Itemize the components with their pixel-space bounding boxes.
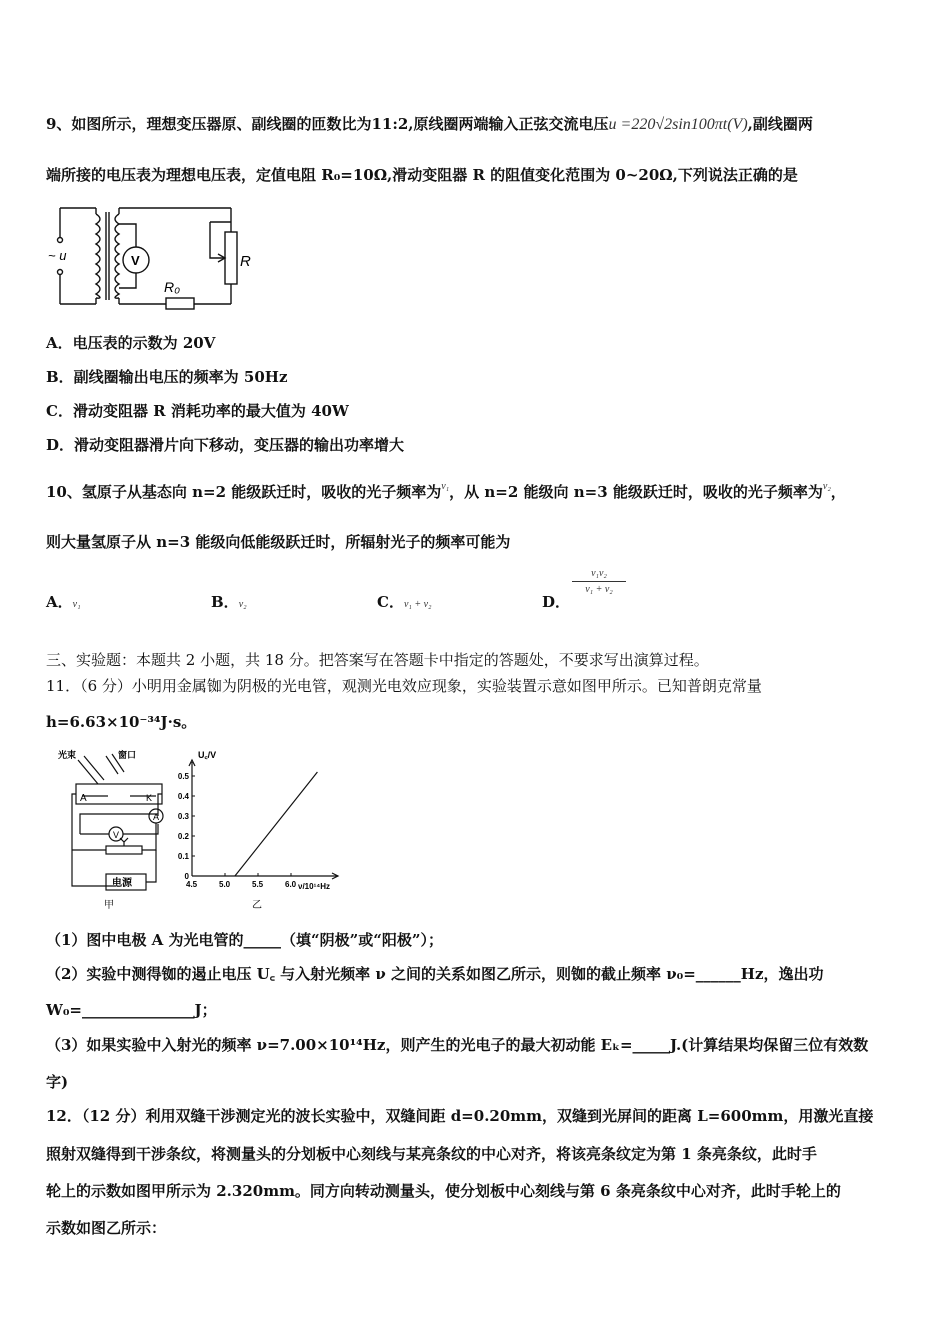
q10-option-d-label: D． — [542, 593, 571, 611]
q11-sub1: （1）图中电极 A 为光电管的_____（填“阴极”或“阳极”）； — [46, 931, 444, 949]
q12-line4: 示数如图乙所示： — [46, 1219, 167, 1237]
q10-nu1: ν₁ — [441, 481, 450, 492]
fraction-denominator: ν₁ + ν₂ — [585, 584, 613, 595]
rheostat-label: R — [240, 253, 251, 270]
y-axis-label: U꜀/V — [198, 750, 217, 760]
y-tick-label: 0.3 — [177, 812, 189, 821]
q10-option-b-expr: ν₂ — [238, 599, 247, 610]
y-tick-label: 0 — [184, 872, 189, 881]
stopping-voltage-chart — [172, 746, 352, 915]
electrode-k-label: K — [146, 793, 153, 803]
q11-sub2-line1: （2）实验中测得铷的遏止电压 U꜀ 与入射光频率 ν 之间的关系如图乙所示，则铷的截止频率 ν₀=______Hz，逸出功 — [46, 965, 824, 983]
fraction-numerator: ν₁ν₂ — [572, 568, 626, 582]
r0-label: R₀ — [164, 279, 181, 295]
q12-line3: 轮上的示数如图甲所示为 2.320mm。同方向转动测量头，使分划板中心刻线与第 6 条亮条纹中心对齐，此时手轮上的 — [46, 1182, 841, 1200]
voltmeter-label: V — [131, 253, 140, 268]
q9-option-a: A．电压表的示数为 20V — [46, 334, 216, 352]
source-label: ~ u — [48, 248, 67, 263]
x-axis-label: ν/10¹⁴Hz — [298, 882, 330, 891]
q9-formula: u =220√2sin100πt(V) — [608, 116, 748, 133]
y-tick-label: 0.5 — [177, 772, 189, 781]
q9-option-d: D．滑动变阻器滑片向下移动，变压器的输出功率增大 — [46, 436, 405, 454]
figure-jia-caption: 甲 — [104, 900, 114, 911]
x-tick-label: 4.5 — [186, 880, 198, 889]
q11-line1: 11．（6 分）小明用金属铷为阴极的光电管，观测光电效应现象，实验装置示意如图甲所示。已知普朗克常量 — [46, 677, 762, 695]
q10-option-a — [46, 592, 81, 615]
light-beam-label: 光束 — [58, 750, 77, 760]
q10-line1 — [46, 482, 846, 505]
q10-option-b — [211, 592, 247, 615]
q12-line2: 照射双缝得到干涉条纹，将测量头的分划板中心刻线与某亮条纹的中心对齐，将该亮条纹定为第 1 条亮条纹，此时手 — [46, 1145, 817, 1163]
q11-line2: h=6.63×10⁻³⁴J·s。 — [46, 713, 197, 731]
q9-line1 — [46, 114, 813, 135]
q10-text-a: 10、氢原子从基态向 n=2 能级跃迁时，吸收的光子频率为 — [46, 483, 442, 501]
q9-option-c: C．滑动变阻器 R 消耗功率的最大值为 40W — [46, 402, 349, 420]
q11-sub2-line2: W₀=_______________J； — [46, 1001, 217, 1019]
transformer-circuit-figure — [46, 200, 256, 316]
q10-option-c — [377, 592, 432, 615]
q10-text-b: ，从 n=2 能级向 n=3 能级跃迁时，吸收的光子频率为 — [449, 483, 823, 501]
x-tick-label: 5.5 — [252, 880, 264, 889]
q10-line2: 则大量氢原子从 n=3 能级向低能级跃迁时，所辐射光子的频率可能为 — [46, 533, 511, 551]
q10-option-c-label: C． — [377, 593, 404, 611]
q10-text-c: ， — [830, 483, 846, 501]
photoelectric-apparatus-figure — [46, 746, 176, 915]
electrode-a-label: A — [80, 793, 87, 804]
q9-line2: 端所接的电压表为理想电压表，定值电阻 R₀=10Ω,滑动变阻器 R 的阻值变化范围为 0~20Ω,下列说法正确的是 — [46, 166, 798, 184]
series-line — [235, 772, 318, 876]
q10-option-a-label: A． — [46, 593, 73, 611]
y-tick-label: 0.2 — [177, 832, 189, 841]
q11-sub3-line2: 字) — [46, 1073, 69, 1091]
q10-fraction — [572, 568, 626, 595]
q9-text-end: ,副线圈两 — [747, 115, 813, 133]
figure-yi-caption: 乙 — [252, 900, 262, 911]
window-label: 窗口 — [118, 750, 137, 760]
q9-option-b: B．副线圈输出电压的频率为 50Hz — [46, 368, 288, 386]
section-3-heading: 三、实验题：本题共 2 小题，共 18 分。把答案写在答题卡中指定的答题处，不要求写出演算过程。 — [46, 651, 709, 669]
voltmeter-v-label: V — [113, 830, 120, 840]
y-tick-label: 0.1 — [177, 852, 189, 861]
y-tick-label: 0.4 — [177, 792, 189, 801]
q11-sub3-line1: （3）如果实验中入射光的频率 ν=7.00×10¹⁴Hz，则产生的光电子的最大初动能 Eₖ=_____J.(计算结果均保留三位有效数 — [46, 1036, 869, 1054]
q10-option-d — [542, 592, 570, 612]
x-tick-label: 6.0 — [285, 880, 297, 889]
q10-option-b-label: B． — [211, 593, 239, 611]
ammeter-label: A — [153, 812, 160, 822]
x-tick-label: 5.0 — [219, 880, 231, 889]
q12-line1: 12．（12 分）利用双缝干涉测定光的波长实验中，双缝间距 d=0.20mm，双缝到光屏间的距离 L=600mm，用激光直接 — [46, 1107, 874, 1125]
q10-nu2: ν₂ — [822, 481, 831, 492]
q10-option-c-expr: ν₁ + ν₂ — [403, 599, 432, 610]
q9-text: 9、如图所示，理想变压器原、副线圈的匝数比为11:2,原线圈两端输入正弦交流电压 — [46, 115, 609, 133]
power-supply-label: 电源 — [112, 878, 132, 889]
q10-option-a-expr: ν₁ — [72, 599, 81, 610]
